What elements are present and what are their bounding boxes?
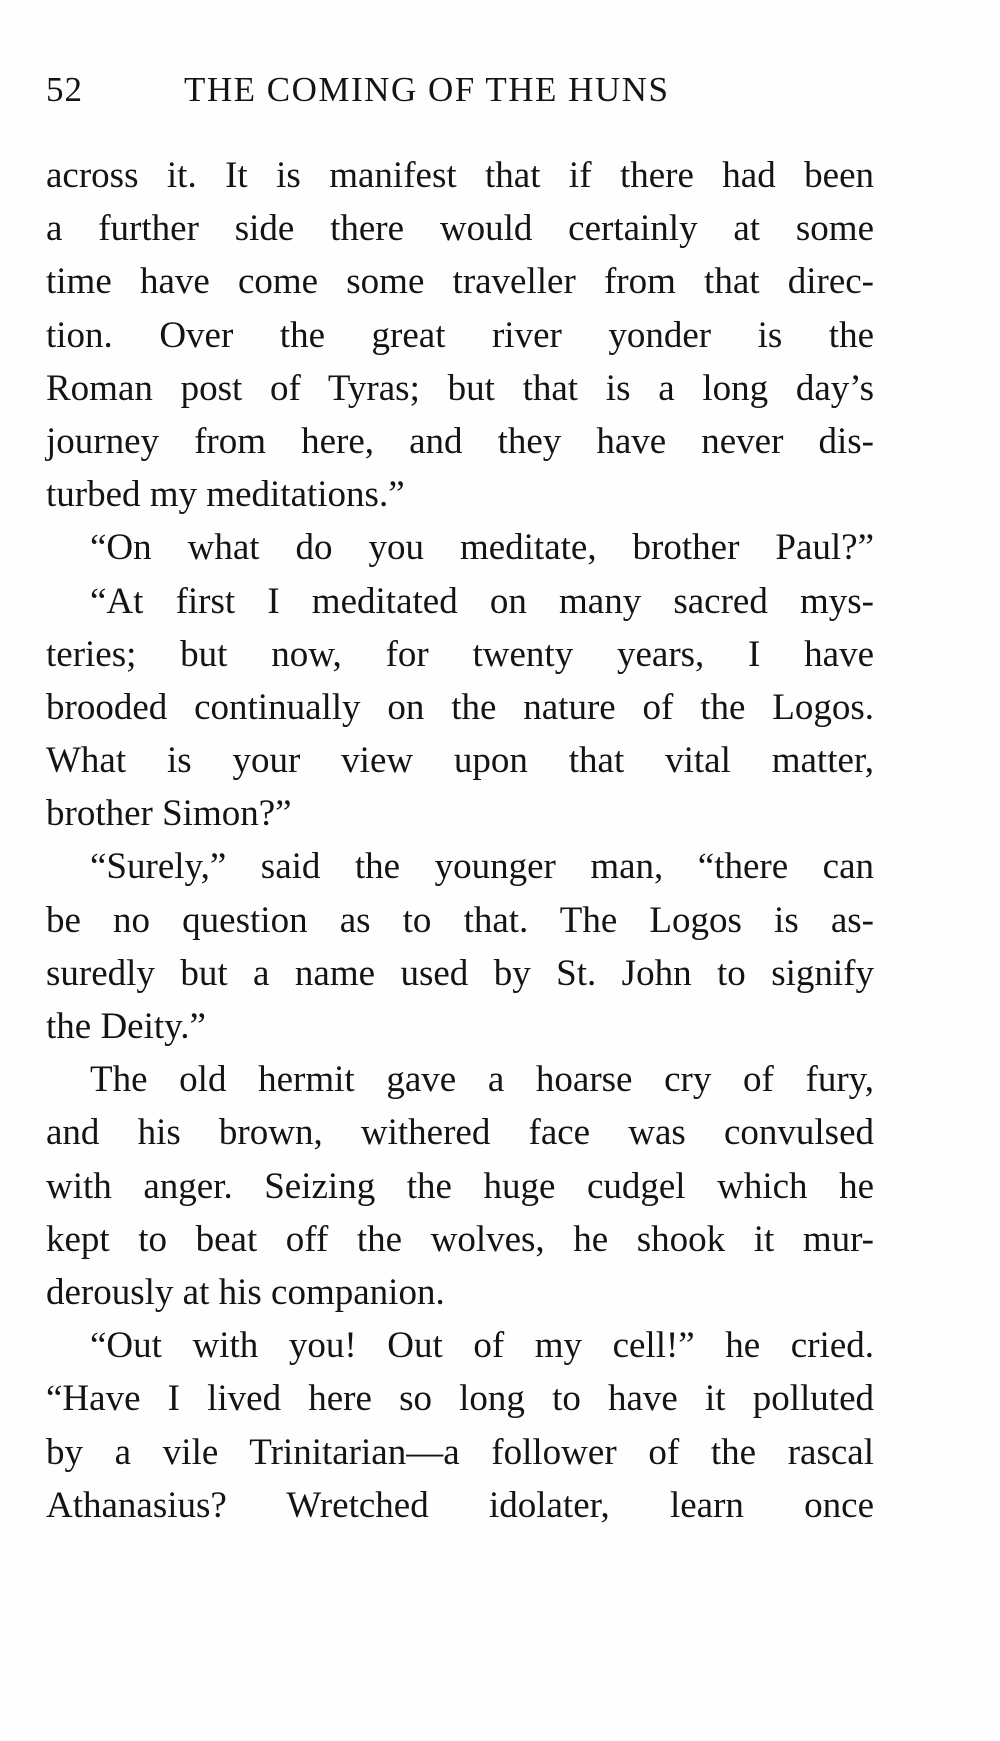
text-line: by a vile Trinitarian—a follower of the rascal — [46, 1431, 874, 1473]
text-line: suredly but a name used by St. John to signify — [46, 952, 874, 994]
text-line: across it. It is manifest that if there had been — [46, 155, 874, 196]
text-line: “Out with you! Out of my cell!” he cried. — [90, 1325, 874, 1367]
text-line: journey from here, and they have never dis- — [46, 420, 874, 462]
running-head — [46, 70, 906, 114]
text-line: and his brown, withered face was convulsed — [46, 1112, 874, 1154]
body-text — [46, 149, 874, 1532]
text-line: tion. Over the great river yonder is the — [46, 314, 874, 356]
page-number: 52 — [46, 70, 83, 109]
text-line: “At first I meditated on many sacred mys- — [90, 580, 874, 622]
text-line: brother Simon?” — [46, 793, 292, 835]
text-line: turbed my meditations.” — [46, 474, 405, 516]
text-line: “Have I lived here so long to have it polluted — [46, 1378, 874, 1420]
book-title: THE COMING OF THE HUNS — [184, 70, 670, 109]
text-line: Athanasius? Wretched idolater, learn once — [46, 1484, 874, 1526]
text-line: time have come some traveller from that direc- — [46, 261, 874, 303]
text-line: What is your view upon that vital matter, — [46, 740, 874, 782]
text-line: Roman post of Tyras; but that is a long day’s — [46, 367, 874, 409]
text-line: The old hermit gave a hoarse cry of fury, — [90, 1059, 874, 1101]
text-line: teries; but now, for twenty years, I have — [46, 633, 874, 675]
text-line: kept to beat off the wolves, he shook it mur- — [46, 1218, 874, 1260]
text-line: a further side there would certainly at some — [46, 208, 874, 250]
text-line: “Surely,” said the younger man, “there can — [90, 846, 874, 888]
text-line: “On what do you meditate, brother Paul?” — [90, 527, 874, 569]
text-line: be no question as to that. The Logos is as- — [46, 899, 874, 941]
text-line: brooded continually on the nature of the Logos. — [46, 686, 874, 728]
text-line: with anger. Seizing the huge cudgel which he — [46, 1165, 874, 1207]
text-line: the Deity.” — [46, 1006, 206, 1047]
text-line: derously at his companion. — [46, 1271, 445, 1313]
